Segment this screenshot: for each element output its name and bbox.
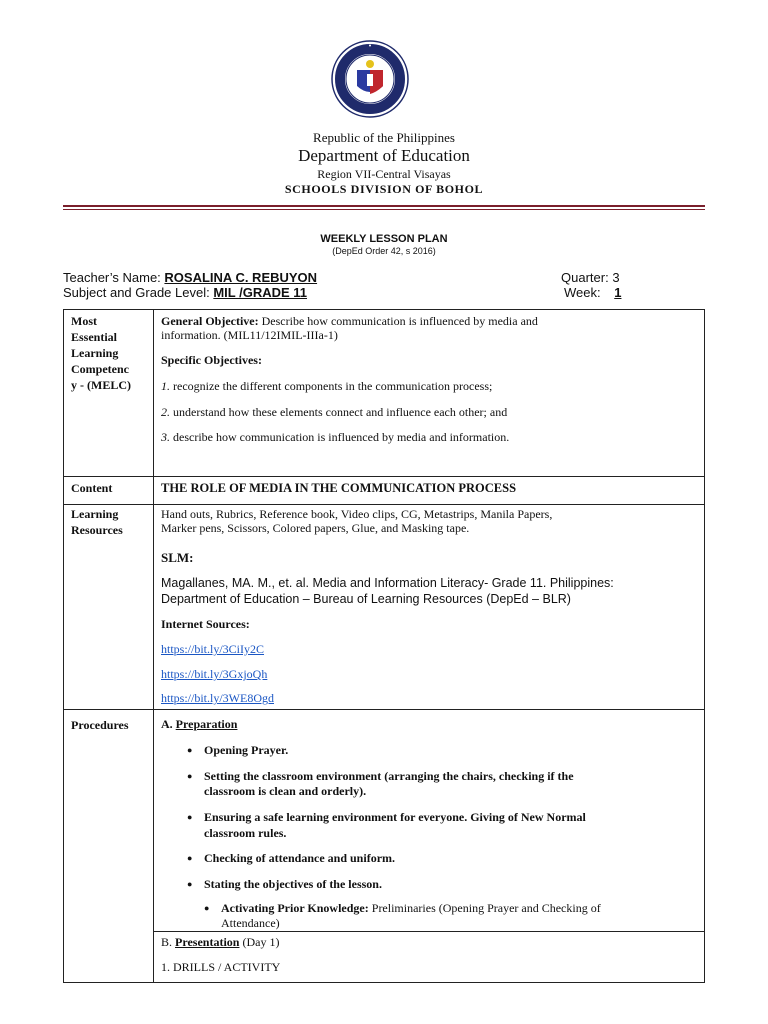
week-field [564,285,621,300]
row-divider [153,931,704,932]
internet-sources-label: Internet Sources: [161,617,250,631]
presentation-heading: B. Presentation (Day 1) [161,935,280,949]
procedure-bullet: ● Setting the classroom environment (arranging the chairs, checking if the [204,769,574,783]
procedure-bullet: ● Checking of attendance and uniform. [204,851,395,865]
department-name: Department of Education [298,146,470,165]
procedure-bullet-continuation: classroom rules. [204,826,287,840]
quarter-label: Quarter: [561,270,609,285]
column-divider [153,310,154,982]
general-objective-label: General Objective: [161,314,259,328]
slm-reference: Magallanes, MA. M., et. al. Media and Information Literacy- Grade 11. Philippines: Department of Education – Bureau of Learning Resources (DepEd – BLR) [161,576,614,606]
document-subtitle: (DepEd Order 42, s 2016) [332,246,436,256]
objective-item: 1. recognize the different components in the communication process; [161,379,493,393]
procedure-bullet: ● Opening Prayer. [204,743,288,757]
week-label: Week: [564,285,601,300]
procedures-label: Procedures [71,718,129,732]
content-label: Content [71,481,113,495]
document-title: WEEKLY LESSON PLAN [320,233,448,245]
row-divider [64,476,704,477]
melc-label: Most Essential Learning Competenc y - (MELC) [71,314,131,392]
materials-list: Hand outs, Rubrics, Reference book, Video clips, CG, Metastrips, Manila Papers, Marker pens, Scissors, Colored papers, Glue, and Masking tape. [161,507,553,535]
teacher-name-field [63,270,317,285]
procedure-bullet: ● Stating the objectives of the lesson. [204,877,382,891]
objective-item: 2. understand how these elements connect and influence each other; and [161,405,508,419]
internet-source-link[interactable]: https://bit.ly/3WE8Ogd [161,691,274,705]
subject-grade-value: MIL /GRADE 11 [213,285,308,300]
division-line: SCHOOLS DIVISION OF BOHOL [284,182,484,196]
internet-source-link[interactable]: https://bit.ly/3GxjoQh [161,667,268,681]
activating-prior-knowledge-continuation: Attendance) [221,916,280,930]
general-objective: General Objective: Describe how communication is influenced by media and information. (MIL11/12IMIL-IIIa-1) [161,314,538,342]
activating-prior-knowledge: ● Activating Prior Knowledge: Preliminaries (Opening Prayer and Checking of [221,901,691,915]
header-divider [63,205,705,207]
quarter-field [561,270,620,285]
learning-resources-label: Learning Resources [71,507,123,537]
week-value: 1 [614,285,622,300]
specific-objectives-label: Specific Objectives: [161,353,262,367]
teacher-name-value: ROSALINA C. REBUYON [164,270,318,285]
subject-grade-label: Subject and Grade Level: [63,285,210,300]
quarter-value: 3 [612,270,620,285]
drills-activity: 1. DRILLS / ACTIVITY [161,960,281,974]
deped-seal-logo [331,40,409,118]
subject-grade-field [63,285,307,300]
teacher-name-label: Teacher’s Name: [63,270,161,285]
objective-item: 3. describe how communication is influenced by media and information. [161,430,510,444]
procedure-bullet-continuation: classroom is clean and orderly). [204,784,367,798]
row-divider [64,504,704,505]
preparation-heading: A. Preparation [161,717,238,731]
slm-label: SLM: [161,550,194,565]
region-line: Region VII-Central Visayas [317,167,451,181]
content-value: THE ROLE OF MEDIA IN THE COMMUNICATION PROCESS [161,481,517,495]
republic-line: Republic of the Philippines [313,130,455,145]
row-divider [64,709,704,710]
internet-source-link[interactable]: https://bit.ly/3CiIy2C [161,642,265,656]
procedure-bullet: ● Ensuring a safe learning environment for everyone. Giving of New Normal [204,810,586,824]
header-divider-thin [63,209,705,210]
lesson-plan-table [63,309,705,983]
